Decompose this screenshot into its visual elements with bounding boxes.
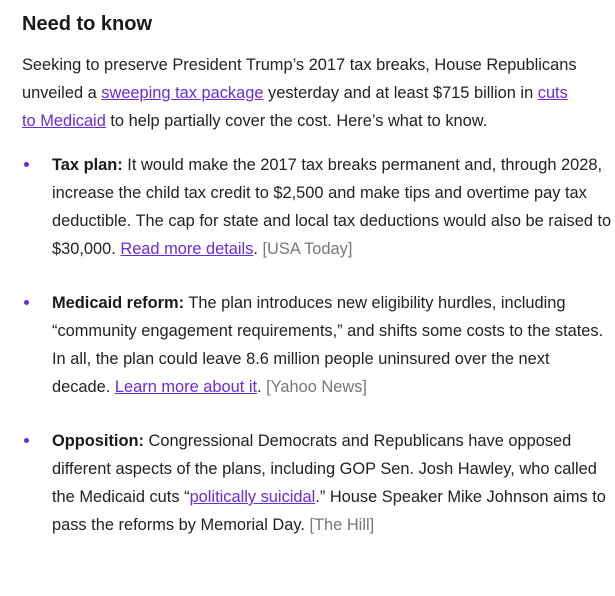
intro-paragraph [22,51,582,135]
list-item-opposition [22,427,612,539]
section-heading: Need to know [22,13,153,35]
item-source: [USA Today] [257,240,353,258]
item-title: Medicaid reform: [52,294,185,312]
bullet-icon [24,438,29,443]
item-title: Opposition: [52,432,144,450]
item-after-link: . [257,378,262,396]
tax-package-link[interactable]: sweeping tax package [101,84,264,102]
intro-text-2: yesterday and at least $715 billion in [263,84,538,102]
bullet-icon [24,162,29,167]
politically-suicidal-link[interactable]: politically suicidal [189,488,316,506]
list-item-tax-plan [22,151,612,263]
item-source: [The Hill] [309,516,375,534]
item-title: Tax plan: [52,156,123,174]
intro-text-3: to help partially cover the cost. Here’s what to know. [105,112,488,130]
list-item-medicaid-reform [22,289,612,401]
key-points-list [22,151,612,539]
bullet-icon [24,300,29,305]
item-after-link: .” House Speaker Mike Johnson aims to pass the reforms by Memorial Day. [52,488,606,534]
item-text: It would make the 2017 tax breaks permanent and, through 2028, increase the child tax credit to $2,500 and make tips and overtime pay tax deductible. The cap for state and local tax deductions would also be raised to $30,000. [52,156,612,258]
item-source: [Yahoo News] [261,378,367,396]
read-more-details-link[interactable]: Read more details [120,240,254,258]
item-text: The plan introduces new eligibility hurdles, including “community engagement requirements,” and shifts some costs to the states. In all, the plan could leave 8.6 million people uninsured over the next decade. [52,294,604,396]
intro-text-1: Seeking to preserve President Trump’s 2017 tax breaks, House Republicans unveiled a [22,56,577,102]
item-after-link: . [253,240,258,258]
item-text: Congressional Democrats and Republicans have opposed different aspects of the plans, including GOP Sen. Josh Hawley, who called the Medicaid cuts “ [52,432,597,506]
learn-more-link[interactable]: Learn more about it [114,378,258,396]
medicaid-cuts-link[interactable]: cuts to Medicaid [22,84,568,130]
